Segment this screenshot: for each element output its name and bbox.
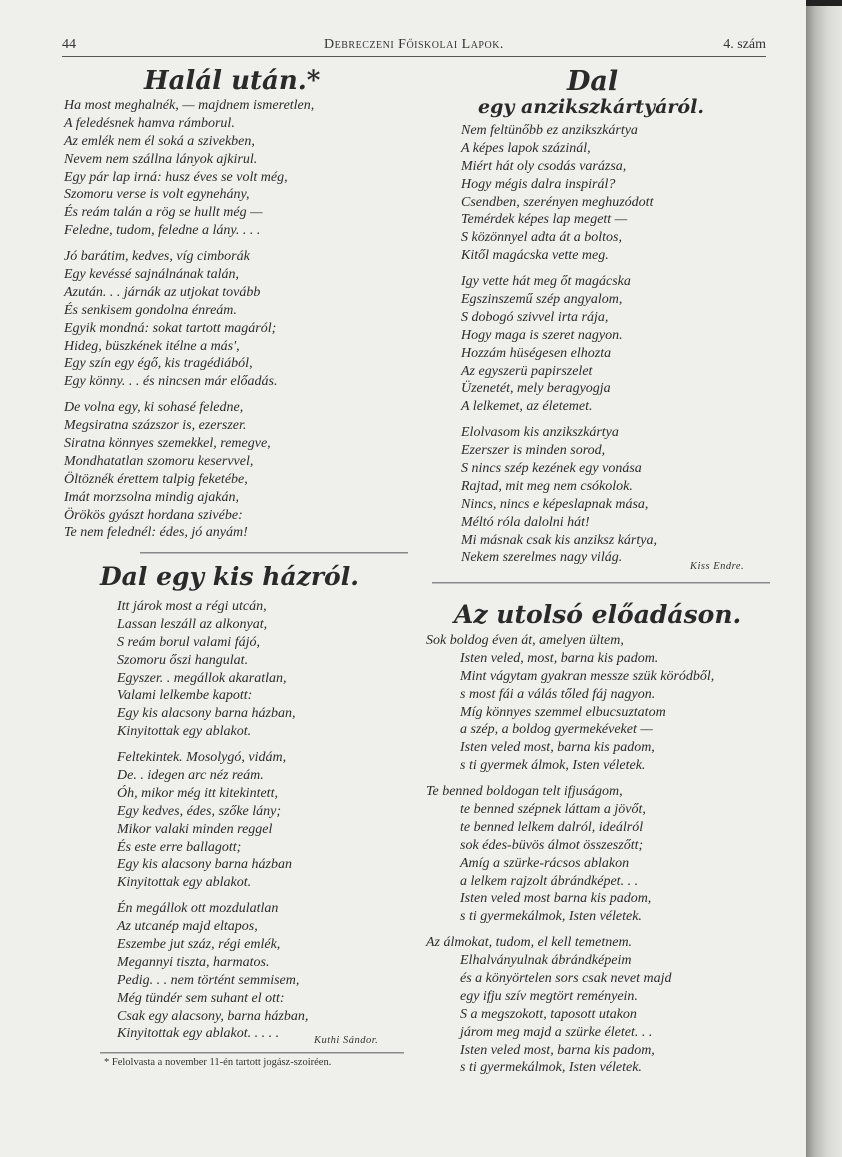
poem-line: Még tündér sem suhant el ott:: [117, 990, 285, 1006]
poem-line: Méltó róla dalolni hát!: [461, 514, 590, 530]
poem-line: Én megállok ott mozdulatlan: [117, 901, 279, 917]
page-number: 44: [62, 37, 76, 52]
poem-body: [64, 97, 314, 542]
poem-line: Az utcanép majd eltapos,: [117, 919, 258, 935]
poem-line: S közönnyel adta át a boltos,: [461, 230, 622, 246]
stanza-break: [461, 265, 657, 273]
poem-line: Rajtad, mit meg nem csókolok.: [461, 478, 633, 494]
poem-line: Kitől magácska vette meg.: [461, 248, 609, 264]
poem-line: Örökös gyászt hordana szivébe:: [64, 507, 243, 523]
poem-line: Egy kedves, édes, szőke lány;: [117, 803, 282, 819]
poem-line: a szép, a boldog gyermekéveket —: [460, 722, 653, 738]
poem-line: Itt járok most a régi utcán,: [117, 599, 267, 614]
poem-line: Elolvasom kis anzikszkártya: [461, 425, 619, 441]
poem-line: Az emlék nem él soká a szivekben,: [64, 133, 255, 149]
running-header: [62, 37, 766, 55]
poem-subtitle: egy anzikszkártyáról.: [478, 96, 704, 118]
footnote-divider: [100, 1052, 404, 1054]
poem-line: Nekem szerelmes nagy világ.: [461, 550, 623, 566]
poem-body: [426, 632, 714, 1077]
section-divider: [140, 552, 408, 554]
poem-line: Csendben, szerényen meghuzódott: [461, 194, 654, 210]
poem-line: a lelkem rajzolt ábrándképet. . .: [460, 873, 639, 889]
stanza-break: [426, 775, 714, 783]
poem-line: Az egyszerü papirszelet: [461, 363, 593, 379]
section-divider: [432, 582, 770, 584]
poem-line: Csak egy alacsony, barna házban,: [117, 1008, 309, 1024]
poem-line: Óh, mikor még itt kitekintett,: [117, 785, 278, 801]
poem-line: Üzenetét, mely beragyogja: [461, 381, 611, 397]
poem-line: Eszembe jut száz, régi emlék,: [117, 937, 281, 953]
stanza-break: [64, 391, 314, 399]
poem-line: s most fái a válás tőled fáj nagyon.: [460, 686, 656, 702]
poem-line: Egy kis alacsony barna házban: [117, 857, 292, 873]
journal-title: Debreczeni Főiskolai Lapok.: [324, 37, 504, 52]
footnote: * Felolvasta a november 11-én tartott jogász-szoiréen.: [104, 1057, 332, 1068]
poem-line: Feledne, tudom, feledne a lány. . . .: [64, 223, 261, 239]
poem-line: Az álmokat, tudom, el kell temetnem.: [426, 935, 633, 951]
poem-line: Feltekintek. Mosolygó, vidám,: [117, 750, 287, 766]
poem-title: Dal egy kis házról.: [100, 562, 359, 591]
poem-line: De volna egy, ki sohasé feledne,: [64, 400, 244, 416]
poem-line: Temérdek képes lap megett —: [461, 212, 628, 228]
poem-line: Mondhatatlan szomoru keservvel,: [64, 453, 254, 469]
poem-line: Mi másnak csak kis anziksz kártya,: [461, 532, 657, 548]
poem-line: Miért hát oly csodás varázsa,: [461, 158, 627, 174]
poem-line: Megannyi tiszta, harmatos.: [117, 954, 270, 970]
scan-border: [806, 0, 842, 6]
poem-line: Pedig. . . nem történt semmisem,: [117, 972, 300, 988]
poem-title: Dal: [567, 66, 619, 97]
poem-line: Amíg a szürke-rácsos ablakon: [460, 855, 630, 871]
poem-line: A képes lapok százinál,: [461, 140, 591, 156]
poem-line: Sok boldog éven át, amelyen ültem,: [426, 633, 624, 648]
poem-line: s ti gyermekálmok, Isten véletek.: [460, 1060, 642, 1076]
poem-line: Mint vágytam gyakran messze szük köródből,: [460, 668, 715, 684]
poem-line: te benned szépnek láttam a jövőt,: [460, 802, 646, 818]
poem-line: A lelkemet, az életemet.: [461, 399, 593, 415]
issue-number: 4. szám: [723, 37, 766, 52]
poem-line: Lassan leszáll az alkonyat,: [117, 616, 268, 632]
poem-line: S reám borul valami fájó,: [117, 634, 260, 650]
poem-line: Hogy mégis dalra inspirál?: [461, 176, 616, 192]
poem-line: Míg könnyes szemmel elbucsuztatom: [460, 704, 666, 720]
poem-line: Egyszer. . megállok akaratlan,: [117, 670, 287, 686]
poem-line: Isten veled most barna kis padom,: [460, 891, 652, 907]
poem-line: Nevem nem szállna lányok ajkirul.: [64, 151, 258, 167]
poem-line: Nem feltünőbb ez anzikszkártya: [461, 123, 638, 138]
poem-line: Imát morzsolna mindig ajakán,: [64, 489, 239, 505]
poem-line: járom meg majd a szürke életet. . .: [460, 1024, 653, 1040]
poem-line: Szomoru verse is volt egynehány,: [64, 187, 250, 203]
poem-line: s ti gyermek álmok, Isten véletek.: [460, 758, 646, 774]
poem-line: Egszinszemű szép angyalom,: [461, 292, 623, 308]
poem-line: Kinyitottak egy ablakot. . . . .: [117, 1026, 280, 1042]
stanza-break: [64, 240, 314, 248]
poem-line: Te nem felednél: édes, jó anyám!: [64, 525, 248, 541]
poem-line: S nincs szép kezének egy vonása: [461, 461, 642, 477]
poem-author: Kiss Endre.: [690, 561, 745, 572]
poem-line: Isten veled most, barna kis padom,: [460, 740, 655, 756]
poem-line: Hozzám hüségesen elhozta: [461, 345, 612, 361]
poem-line: Egy pár lap irná: husz éves se volt még,: [64, 169, 288, 185]
poem-line: Mikor valaki minden reggel: [117, 821, 273, 837]
stanza-break: [461, 416, 657, 424]
poem-line: Kinyitottak egy ablakot.: [117, 724, 252, 740]
poem-line: Ha most meghalnék, — majdnem ismeretlen,: [64, 98, 315, 113]
header-rule: [62, 56, 766, 57]
poem-line: De. . idegen arc néz reám.: [117, 768, 264, 784]
stanza-break: [117, 892, 308, 900]
poem-line: Egy könny. . . és nincsen már előadás.: [64, 374, 278, 390]
poem-line: Egy kevéssé sajnálnának talán,: [64, 267, 239, 283]
poem-line: Isten veled most, barna kis padom,: [460, 1042, 655, 1058]
poem-line: Jó barátim, kedves, víg cimborák: [64, 249, 250, 265]
poem-line: Valami lelkembe kapott:: [117, 688, 253, 704]
poem-line: Azután. . . járnák az utjokat tovább: [64, 284, 261, 300]
poem-line: Isten veled, most, barna kis padom.: [460, 650, 659, 666]
poem-line: egy ifju szív megtört reményein.: [460, 988, 638, 1004]
poem-line: Egy kis alacsony barna házban,: [117, 706, 296, 722]
poem-line: És senkisem gondolna énreám.: [64, 302, 237, 318]
poem-line: Siratna könnyes szemekkel, remegve,: [64, 436, 271, 452]
poem-line: Te benned boldogan telt ifjuságom,: [426, 784, 623, 800]
poem-line: Egyik mondná: sokat tartott magáról;: [64, 320, 277, 336]
poem-line: És este erre ballagott;: [117, 839, 242, 855]
poem-line: A feledésnek hamva rámborul.: [64, 115, 235, 131]
poem-line: És reám talán a rög se hullt még —: [64, 205, 263, 221]
poem-line: Egy szín egy égő, kis tragédiából,: [64, 356, 253, 372]
poem-line: Hogy maga is szeret nagyon.: [461, 327, 623, 343]
poem-line: Hideg, büszkének itélne a más',: [64, 338, 240, 354]
poem-line: te benned lelkem dalról, ideálról: [460, 819, 644, 835]
poem-title: Az utolsó előadáson.: [454, 600, 742, 629]
poem-body: [461, 122, 657, 567]
poem-line: Nincs, nincs e képeslapnak mása,: [461, 496, 649, 512]
stanza-break: [426, 926, 714, 934]
poem-line: Elhalványulnak ábrándképeim: [460, 953, 632, 969]
poem-line: Kinyitottak egy ablakot.: [117, 875, 252, 891]
poem-line: Igy vette hát meg őt magácska: [461, 274, 631, 290]
poem-line: Öltöznék érettem talpig feketébe,: [64, 471, 248, 487]
poem-line: és a könyörtelen sors csak nevet majd: [460, 971, 672, 987]
stanza-break: [117, 741, 308, 749]
poem-line: S a megszokott, taposott utakon: [460, 1006, 637, 1022]
poem-line: S dobogó szivvel irta rája,: [461, 309, 609, 325]
poem-author: Kuthi Sándor.: [314, 1035, 379, 1046]
poem-body: [117, 598, 308, 1043]
page-edge-shadow: [806, 0, 842, 1157]
poem-line: sok édes-büvös álmot összeszőtt;: [460, 837, 644, 853]
poem-title: Halál után.*: [144, 66, 321, 96]
poem-line: Megsiratna százszor is, ezerszer.: [64, 418, 247, 434]
poem-line: Szomoru őszi hangulat.: [117, 652, 249, 668]
poem-line: Ezerszer is minden sorod,: [461, 443, 606, 459]
poem-line: s ti gyermekálmok, Isten véletek.: [460, 909, 642, 925]
